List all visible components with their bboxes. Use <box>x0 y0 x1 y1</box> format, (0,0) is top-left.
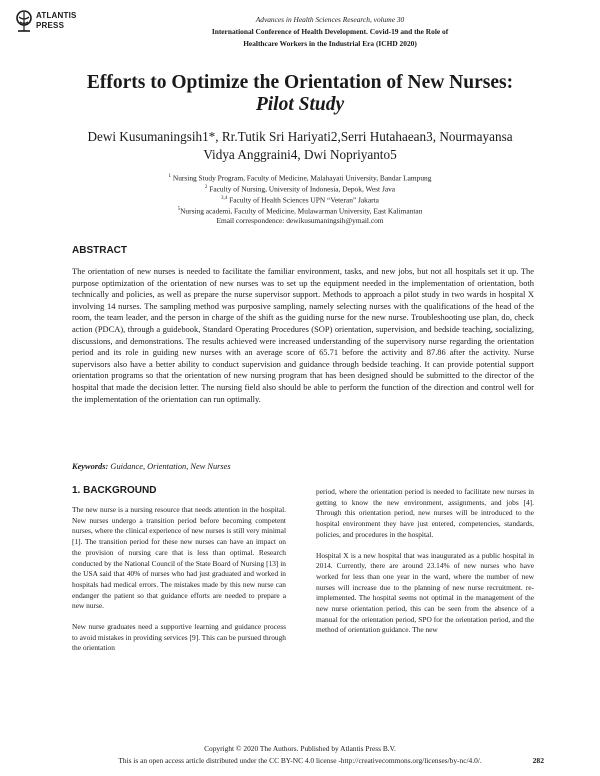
paper-title-line2: Pilot Study <box>255 94 345 115</box>
affiliation-text: Nursing Study Program, Faculty of Medicine, Malahayati University, Bandar Lampung <box>171 173 432 183</box>
affiliation-mark: 1 <box>168 174 172 179</box>
keywords-label: Keywords: <box>72 462 109 471</box>
authors-line1: Dewi Kusumaningsih1*, Rr.Tutik Sri Hariyati2,Serri Hutahaean3, Nourmayansa <box>87 129 513 144</box>
background-left-column <box>72 505 286 664</box>
background-right-column <box>316 487 534 646</box>
conference-line1: International Conference of Health Development. Covid-19 and the Role of <box>211 27 449 36</box>
license-text: This is an open access article distributed under the CC BY-NC 4.0 license -http://creativecommons.org/licenses/by-nc/4.0/. <box>118 756 482 765</box>
background-paragraph: Hospital X is a new hospital that was inaugurated as a public hospital in 2014. Currently, there are around 23.14% of new nurses who have worked for less than one year in the ward, where the number of new nurses will increase due to the planning of new nurse recruitment. re-implemented. The hospital seems not optimal in the management of the new nurse orientation period, this can be seen from the absence of a manual for the orientation period, SPO for the orientation period, and the method of orientation guidance. The new <box>316 550 534 635</box>
logo-line1: ATLANTIS <box>36 11 77 20</box>
conference-line2: Healthcare Workers in the Industrial Era (ICHD 2020) <box>243 39 417 48</box>
background-paragraph: New nurse graduates need a supportive learning and guidance process to avoid mistakes in providing services [9]. This can be pursued through the orientation <box>72 622 286 653</box>
affiliation-text: Nursing academi, Faculty of Medicine, Mulawarman University, East Kalimantan <box>180 206 423 216</box>
affiliation-line <box>40 216 560 227</box>
copyright-line: Copyright © 2020 The Authors. Published by Atlantis Press B.V. <box>204 744 396 753</box>
abstract-text: The orientation of new nurses is needed to facilitate the familiar environment, tasks, and new jobs, but not all hospitals set it up. The purpose optimization of the orientation of new nurses was to set up the equipment needed in the implementation of orientation, both technically and policies, as well as prepare the nurse supervisor support. Methods to approach a pilot study in two wards in hospital X involving 14 nurses. The sampling method was purposive sampling, namely selecting nurses with the qualifications of the head of the room, the team leader, and the person in charge of the shift as the guiding nurse for the new nurse. Troubleshooting use plan, do, check action (PDCA), through a guidebook, Standard Operating Procedures (SOP) orientation, supervision, and bedside teaching, socializing, discussions, and demonstrations. The results achieved were increased understanding of the supervisory nurse regarding the orientation period and its role in guiding new nurses with an average score of 65.71 before the activity and 87.86 after the activity. Nurse supervisors also have a better ability to conduct supervision and guidance through bedside teaching. It can provide potential support orientation programs so that the orientation of new nursing program that has been designed should be submitted to the director of the hospital that made the decision letter. The nursing field also should be able to perform the function of the direction and control well for the implementation of the orientation can run optimally. <box>72 266 534 404</box>
logo-line2: PRESS <box>36 21 65 30</box>
affiliation-mark: 5 <box>177 207 181 212</box>
atlantis-press-logo <box>14 9 94 35</box>
affiliation-mark: 3,4 <box>221 196 228 201</box>
page-number: 282 <box>532 756 544 765</box>
background-paragraph: The new nurse is a nursing resource that needs attention in the hospital. New nurses undergo a transition period before becoming competent nurses, where the clinical experience of new nurses is still very minimal [1]. The transition period for these new nurses can have an impact on the provision of nursing care that is less than optimal. Research conducted by the National Council of the State Board of Nursing [13] in the USA said that 40% of nurses who had just graduated and worked in hospitals had medical errors. The mistakes made by this new nurse can endanger the patient so that guidance efforts are needed to prepare a new nurse. <box>72 505 286 611</box>
keywords-text: Guidance, Orientation, New Nurses <box>110 462 231 471</box>
license-line <box>60 756 540 766</box>
affiliation-text: Email correspondence: dewikusumaningsih@ymail.com <box>216 216 384 225</box>
affiliation-text: Faculty of Health Sciences UPN “Veteran” Jakarta <box>227 195 379 205</box>
atlantis-logo-icon <box>14 9 34 35</box>
authors-line2: Vidya Anggraini4, Dwi Nopriyanto5 <box>203 147 397 162</box>
background-paragraph: period, where the orientation period is needed to facilitate new nurses in getting to know the new environment, assignments, and jobs [4]. Through this orientation period, new nurses will be introduced to the hospital environment they have just entered, competencies, standards, policies, and procedures in the hospital. <box>316 487 534 539</box>
background-heading: 1. BACKGROUND <box>72 485 157 496</box>
affiliation-text: Faculty of Nursing, University of Indonesia, Depok, West Java <box>207 184 396 194</box>
paper-title-line1: Efforts to Optimize the Orientation of New Nurses: <box>86 72 514 93</box>
affiliation-mark: 2 <box>204 185 208 190</box>
series-name: Advances in Health Sciences Research, volume 30 <box>255 15 405 24</box>
abstract-heading: ABSTRACT <box>72 245 127 256</box>
keywords <box>72 462 231 471</box>
